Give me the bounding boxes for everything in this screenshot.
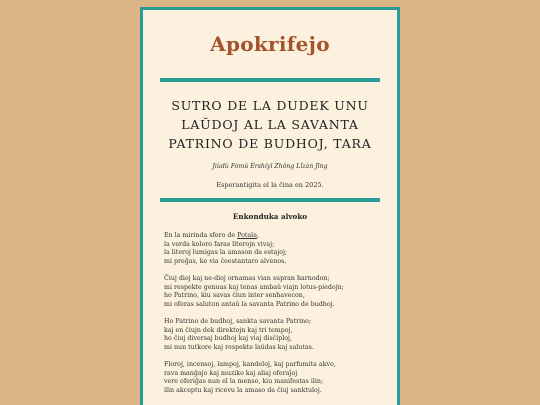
- bottom-divider: [160, 198, 380, 202]
- poem-stanza: [164, 275, 376, 309]
- translation-note: Esperantigita el la ĉina en 2025.: [216, 181, 324, 189]
- section-title: Enkonduka alvoko: [232, 212, 308, 221]
- page-content: [143, 32, 397, 395]
- potala-link[interactable]: Potala: [237, 232, 257, 239]
- poem-stanza: [164, 361, 376, 395]
- poem-text: [164, 232, 376, 395]
- poem-line: ho ĉiuj diversaj budhoj kaj viaj disĉiploj,: [164, 335, 293, 343]
- poem-line: ho Patrino, kiu savas ĉiun inter senhavecon,: [164, 292, 305, 300]
- poem-line: Ĉiuj dioj kaj ne-dioj ornamas vian supran harnodon;: [164, 274, 330, 282]
- poem-line: vere oferiĝas nun el la menso, kiu manifestas ilin;: [164, 378, 324, 386]
- page-container: [140, 7, 400, 405]
- poem-line-text: ,: [256, 232, 259, 239]
- poem-stanza: [164, 232, 376, 266]
- poem-line: mi oferas saluton antaŭ la savanta Patrino de budhoj.: [164, 300, 335, 308]
- poem-line: Floroj, incensoj, lampoj, kandeloj, kaj parfumita akvo,: [164, 360, 336, 368]
- poem-line: mi nun tutkore kaj respekte laŭdas kaj salutas.: [164, 343, 314, 351]
- poem-line: rava manĝajo kaj muziko kaj aliaj oferaĵoj: [164, 369, 298, 377]
- poem-line: Ho Patrino de budhoj, sankta savanta Patrino;: [164, 317, 312, 325]
- poem-line-text: En la mirinda sfero de: [164, 232, 238, 239]
- poem-line: la verda koloro faras literojn vivaj;: [164, 240, 275, 248]
- poem-line: mi preĝas, ke via ĉeestantaro alvenos.: [164, 257, 287, 265]
- page-subtitle: Jiùdù Fómǔ Èrshíyī Zhǒng Lǐzàn Jīng: [212, 163, 328, 170]
- poem-line: kaj en ĉiujn dek direktojn kaj tri tempoj,: [164, 326, 293, 334]
- poem-line: la literoj lumigas la amason da estajoj;: [164, 249, 288, 257]
- poem-line: [164, 232, 376, 241]
- site-logo[interactable]: Apokrifejo: [210, 32, 330, 56]
- page-title: SUTRO DE LA DUDEK UNU LAŬDOJ AL LA SAVANTA PATRINO DE BUDHOJ, TARA: [168, 98, 372, 151]
- poem-stanza: [164, 318, 376, 352]
- poem-line: mi respekte genuas kaj tenas ambaŭ viajn lotus-piedojn;: [164, 283, 344, 291]
- poem-line: ilin akceptu kaj ricevu la amaso da ĉiuj sanktuloj.: [164, 386, 322, 394]
- top-divider: [160, 78, 380, 82]
